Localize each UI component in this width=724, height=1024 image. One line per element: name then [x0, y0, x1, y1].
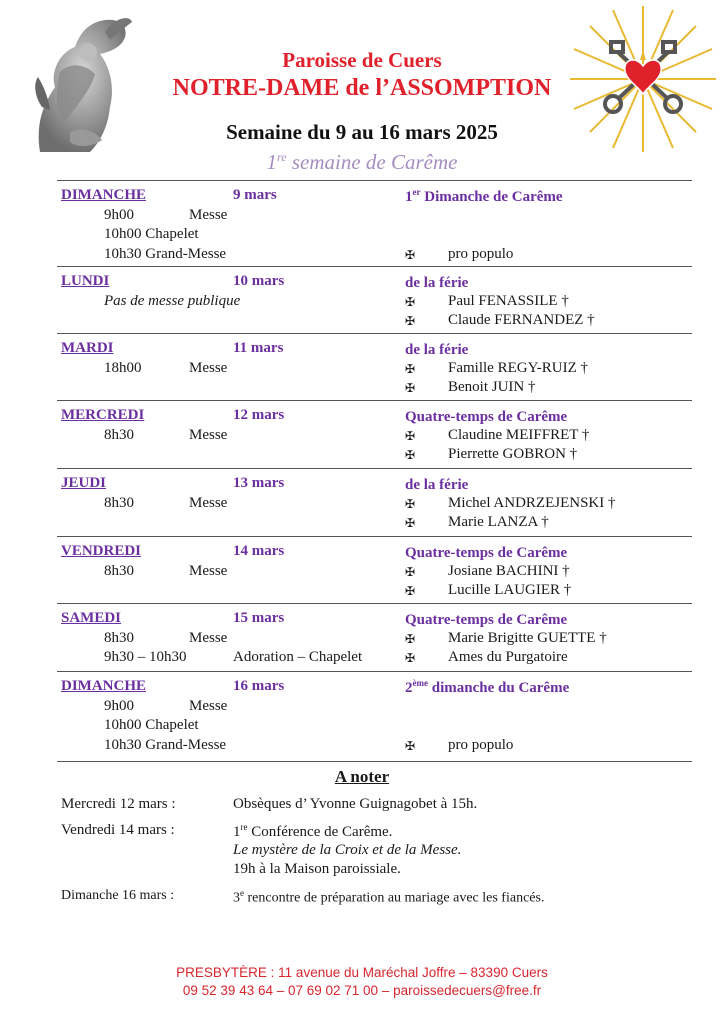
section-divider [57, 266, 692, 267]
mass-intention: Josiane BACHINI † [448, 562, 570, 579]
mass-intention: Famille REGY-RUIZ † [448, 359, 588, 376]
cross-icon: ✠ [405, 738, 416, 753]
schedule-time: 18h00 [104, 359, 142, 376]
mass-intention: Claudine MEIFFRET † [448, 426, 590, 443]
section-divider [57, 761, 692, 762]
day-name: DIMANCHE [61, 678, 146, 694]
day-date: 10 mars [233, 273, 285, 289]
note-date: Mercredi 12 mars : [61, 796, 176, 812]
liturgical-day: 2ème dimanche du Carême [405, 678, 570, 696]
section-divider [57, 400, 692, 401]
cross-icon: ✠ [405, 361, 416, 376]
note-date: Dimanche 16 mars : [61, 888, 175, 903]
schedule-activity: Messe [189, 629, 228, 646]
note-text: Obsèques d’ Yvonne Guignagobet à 15h. [233, 796, 478, 812]
mass-intention: Michel ANDRZEJENSKI † [448, 494, 616, 511]
schedule-time: 10h00 Chapelet [104, 226, 199, 242]
church-name: NOTRE-DAME de l’ASSOMPTION [172, 75, 552, 101]
cross-icon: ✠ [405, 314, 416, 328]
notes-title: A noter [334, 767, 390, 786]
day-date: 14 mars [233, 543, 285, 559]
day-name: JEUDI [61, 475, 107, 491]
day-name: VENDREDI [61, 543, 142, 559]
mass-intention: Ames du Purgatoire [448, 649, 568, 665]
schedule-time: 8h30 [104, 494, 134, 511]
day-date: 9 mars [233, 187, 277, 203]
mass-intention: Marie LANZA † [448, 514, 549, 530]
mass-intention: pro populo [448, 736, 514, 753]
cross-icon: ✠ [405, 496, 416, 511]
cross-icon: ✠ [405, 651, 416, 665]
section-divider [57, 536, 692, 537]
parish-name: Paroisse de Cuers [282, 48, 442, 72]
schedule-activity: Messe [189, 426, 228, 443]
schedule-activity: Messe [189, 494, 228, 511]
liturgical-day: Quatre-temps de Carême [405, 409, 568, 425]
mass-intention: Marie Brigitte GUETTE † [448, 629, 607, 646]
mass-intention: Benoit JUIN † [448, 379, 536, 395]
liturgical-day: Quatre-temps de Carême [405, 545, 568, 561]
schedule-activity: Messe [189, 206, 228, 223]
day-date: 13 mars [233, 475, 285, 491]
section-divider [57, 468, 692, 469]
schedule-time: 8h30 [104, 426, 134, 443]
cross-icon: ✠ [405, 448, 416, 462]
schedule-time: 10h00 Chapelet [104, 717, 199, 733]
section-divider [57, 180, 692, 181]
note-date: Vendredi 14 mars : [61, 822, 175, 838]
mass-intention: Claude FERNANDEZ † [448, 312, 595, 328]
cross-icon: ✠ [405, 631, 416, 646]
cross-icon: ✠ [405, 584, 416, 598]
day-date: 12 mars [233, 407, 285, 423]
liturgical-day: Quatre-temps de Carême [405, 612, 568, 628]
day-date: 15 mars [233, 610, 285, 626]
schedule-time: 9h30 – 10h30 [104, 649, 187, 665]
day-name: DIMANCHE [61, 187, 146, 203]
schedule-time: 9h00 [104, 697, 134, 714]
cross-icon: ✠ [405, 428, 416, 443]
mass-intention: Paul FENASSILE † [448, 292, 569, 309]
day-date: 11 mars [233, 340, 284, 356]
day-name: SAMEDI [61, 610, 122, 626]
section-divider [57, 603, 692, 604]
section-divider [57, 671, 692, 672]
liturgical-day: de la férie [405, 275, 469, 291]
cross-icon: ✠ [405, 294, 416, 309]
note-text: 1re Conférence de Carême. [233, 822, 393, 840]
day-name: MERCREDI [61, 407, 145, 423]
week-title: Semaine du 9 au 16 mars 2025 [226, 120, 498, 144]
mass-intention: Pierrette GOBRON † [448, 446, 578, 462]
schedule-time: Pas de messe publique [104, 292, 241, 309]
schedule-time: 8h30 [104, 629, 134, 646]
day-name: MARDI [61, 340, 114, 356]
schedule-time: 8h30 [104, 562, 134, 579]
day-date: 16 mars [233, 678, 285, 694]
schedule-activity: Adoration – Chapelet [233, 649, 363, 665]
note-text: 3e rencontre de préparation au mariage avec les fiancés. [233, 888, 545, 906]
mass-intention: Lucille LAUGIER † [448, 582, 572, 598]
schedule-activity: Messe [189, 359, 228, 376]
cross-icon: ✠ [405, 247, 416, 262]
liturgical-day: de la férie [405, 477, 469, 493]
footer-address: PRESBYTÈRE : 11 avenue du Maréchal Joffre – 83390 Cuers [176, 965, 548, 980]
cross-icon: ✠ [405, 516, 416, 530]
lent-week-subtitle: 1re semaine de Carême [266, 150, 458, 174]
cross-icon: ✠ [405, 564, 416, 579]
mass-intention: pro populo [448, 245, 514, 262]
schedule-time: 10h30 Grand-Messe [104, 245, 227, 262]
section-divider [57, 333, 692, 334]
schedule-time: 9h00 [104, 206, 134, 223]
day-name: LUNDI [61, 273, 110, 289]
liturgical-day: de la férie [405, 342, 469, 358]
liturgical-day: 1er Dimanche de Carême [405, 187, 563, 205]
note-text: 19h à la Maison paroissiale. [233, 861, 401, 877]
footer-contact: 09 52 39 43 64 – 07 69 02 71 00 – paroissedecuers@free.fr [182, 983, 542, 998]
schedule-activity: Messe [189, 562, 228, 579]
schedule-time: 10h30 Grand-Messe [104, 736, 227, 753]
note-text: Le mystère de la Croix et de la Messe. [233, 842, 462, 858]
cross-icon: ✠ [405, 381, 416, 395]
schedule-activity: Messe [189, 697, 228, 714]
